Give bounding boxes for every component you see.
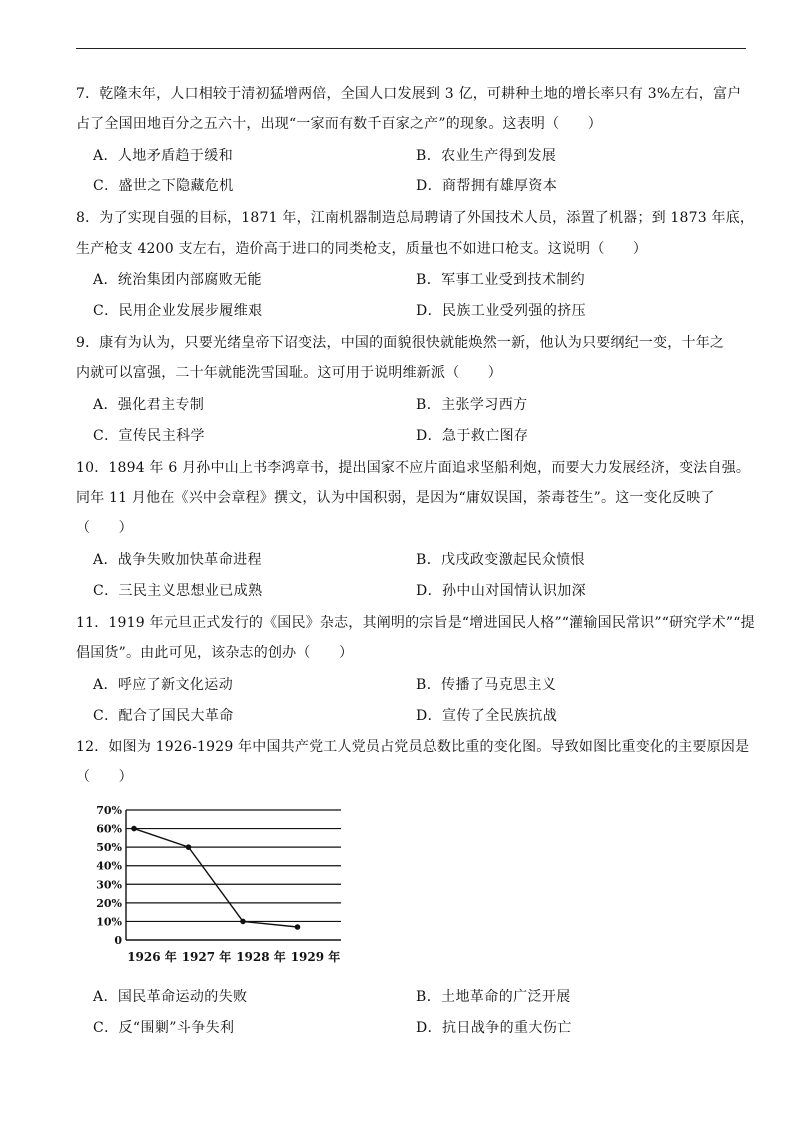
q9-stem-line-2: 内就可以富强，二十年就能洗雪国耻。这可用于说明维新派（ ） [76,365,502,381]
q12-option-b[interactable]: B．土地革命的广泛开展 [416,989,571,1005]
q8-option-d[interactable]: D．民族工业受列强的挤压 [416,303,587,319]
q12-option-a[interactable]: A．国民革命运动的失败 [93,989,248,1005]
q10-stem-line-3: （ ） [76,520,133,536]
q10-option-a[interactable]: A．战争失败加快革命进程 [93,552,262,568]
q11-stem-line-2: 倡国货”。由此可见，该杂志的创办（ ） [76,645,354,661]
q8-option-b[interactable]: B．军事工业受到技术制约 [416,272,586,288]
q7-option-c[interactable]: C．盛世之下隐藏危机 [93,178,234,194]
y-tick-label-60: 60% [96,822,122,836]
q7-stem-line-1: 7．乾隆末年，人口相较于清初猛增两倍，全国人口发展到 3 亿，可耕种土地的增长率只有 3%左右，富户 [76,86,742,102]
q8-option-a[interactable]: A．统治集团内部腐败无能 [93,272,262,288]
q9-stem-line-1: 9．康有为认为，只要光绪皇帝下诏变法，中国的面貌很快就能焕然一新，他认为只要纲纪一变，十年之 [76,335,725,351]
y-tick-label-0: 0 [114,934,122,947]
q7-stem-line-2: 占了全国田地百分之五六十，出现“一家而有数千百家之产”的现象。这表明（ ） [76,116,602,132]
q10-option-b[interactable]: B．戊戌政变激起民众愤恨 [416,552,586,568]
line-chart-svg [86,798,366,968]
q7-option-a[interactable]: A．人地矛盾趋于缓和 [93,148,234,164]
q9-option-d[interactable]: D．急于救亡图存 [416,428,529,444]
q12-stem-line-1: 12．如图为 1926-1929 年中国共产党工人党员占党员总数比重的变化图。导致如图比重变化的主要原因是 [76,739,750,755]
x-tick-label-2: 1928 年 [236,950,286,964]
q11-option-d[interactable]: D．宣传了全民族抗战 [416,708,558,724]
y-tick-label-10: 10% [96,915,122,929]
q9-option-b[interactable]: B．主张学习西方 [416,397,528,413]
q11-option-b[interactable]: B．传播了马克思主义 [416,677,557,693]
q8-stem-line-2: 生产枪支 4200 支左右，造价高于进口的同类枪支，质量也不如进口枪支。这说明（ ） [76,241,648,257]
data-point-1 [186,844,192,850]
data-point-0 [131,826,137,832]
q10-stem-line-2: 同年 11 月他在《兴中会章程》撰文，认为中国积弱，是因为“庸奴误国，荼毒苍生”。这一变化反映了 [76,490,715,506]
header-rule [76,48,746,49]
q12-stem-line-2: （ ） [76,769,133,785]
x-tick-label-0: 1926 年 [127,950,177,964]
q10-option-d[interactable]: D．孙中山对国情认识加深 [416,583,587,599]
q7-option-d[interactable]: D．商帮拥有雄厚资本 [416,178,558,194]
q10-option-c[interactable]: C．三民主义思想业已成熟 [93,583,263,599]
series-line [134,829,298,927]
q11-option-a[interactable]: A．呼应了新文化运动 [93,677,234,693]
q8-option-c[interactable]: C．民用企业发展步履维艰 [93,303,263,319]
q11-option-c[interactable]: C．配合了国民大革命 [93,708,234,724]
data-point-2 [240,919,246,925]
q9-option-a[interactable]: A．强化君主专制 [93,397,205,413]
x-tick-label-1: 1927 年 [181,950,232,964]
q7-option-b[interactable]: B．农业生产得到发展 [416,148,557,164]
q12-option-c[interactable]: C．反“围剿”斗争失利 [93,1020,235,1036]
x-tick-label-3: 1929 年 [290,950,341,964]
q8-stem-line-1: 8．为了实现自强的目标，1871 年，江南机器制造总局聘请了外国技术人员，添置了机器；到 1873 年底， [76,210,755,226]
data-point-3 [295,924,301,930]
q11-stem-line-1: 11．1919 年元旦正式发行的《国民》杂志，其阐明的宗旨是“增进国民人格”“灌输国民常识”“研究学术”“提 [76,615,755,631]
y-tick-label-40: 40% [96,859,122,873]
party-worker-ratio-chart [86,798,366,968]
q10-stem-line-1: 10．1894 年 6 月孙中山上书李鸿章书，提出国家不应片面追求坚船利炮，而要大力发展经济，变法自强。 [76,460,751,476]
q12-option-d[interactable]: D．抗日战争的重大伤亡 [416,1020,572,1036]
y-tick-label-20: 20% [96,896,122,910]
y-tick-label-70: 70% [96,804,122,817]
y-tick-label-50: 50% [96,841,122,855]
y-tick-label-30: 30% [96,878,122,892]
q9-option-c[interactable]: C．宣传民主科学 [93,428,205,444]
